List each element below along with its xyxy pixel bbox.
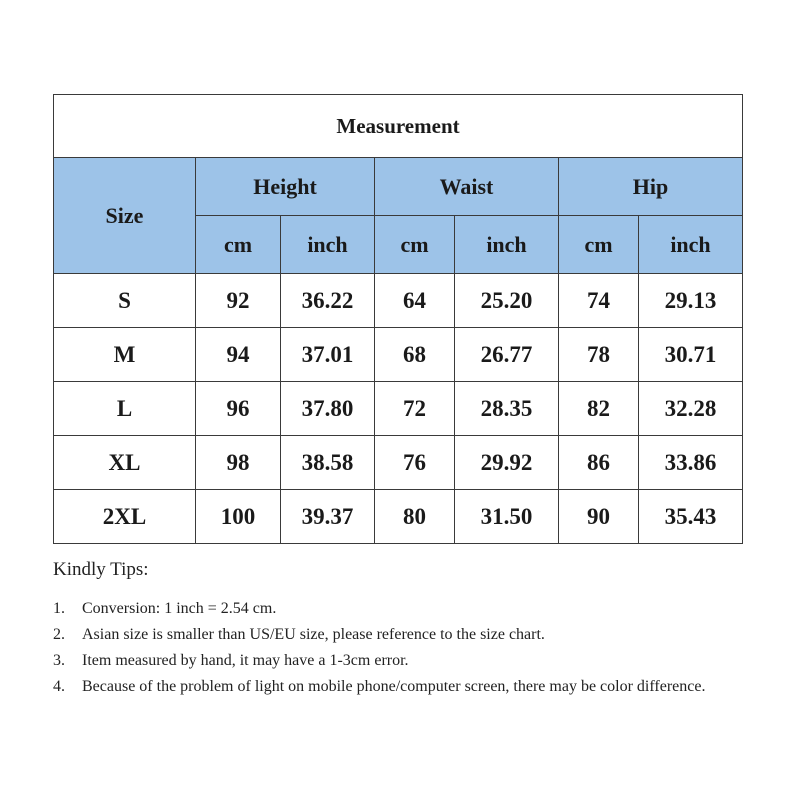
table-cell: 96 [196, 382, 281, 436]
size-cell: S [54, 274, 196, 328]
waist-header: Waist [375, 158, 559, 216]
tips-title: Kindly Tips: [53, 559, 149, 580]
table-cell: 76 [375, 436, 455, 490]
table-cell: 37.01 [281, 328, 375, 382]
tip-text: Because of the problem of light on mobile phone/computer screen, there may be color difference. [82, 678, 706, 695]
table-cell: 80 [375, 490, 455, 544]
tips-list [53, 596, 753, 700]
table-cell: 74 [559, 274, 639, 328]
hip-header: Hip [559, 158, 743, 216]
table-cell: 35.43 [639, 490, 743, 544]
table-cell: 29.92 [455, 436, 559, 490]
table-cell: 33.86 [639, 436, 743, 490]
table-cell: 26.77 [455, 328, 559, 382]
unit-header: cm [375, 216, 455, 274]
list-item [53, 674, 753, 700]
tip-number: 2. [53, 626, 65, 643]
table-row [54, 274, 743, 328]
table-row [54, 490, 743, 544]
list-item [53, 596, 753, 622]
size-cell: XL [54, 436, 196, 490]
table-cell: 32.28 [639, 382, 743, 436]
size-cell: M [54, 328, 196, 382]
size-header: Size [54, 158, 196, 274]
table-cell: 38.58 [281, 436, 375, 490]
table-cell: 68 [375, 328, 455, 382]
table-cell: 72 [375, 382, 455, 436]
table-row [54, 328, 743, 382]
tip-number: 1. [53, 600, 65, 617]
table-cell: 78 [559, 328, 639, 382]
table-cell: 64 [375, 274, 455, 328]
tip-text: Item measured by hand, it may have a 1-3cm error. [82, 652, 409, 669]
group-header-row [54, 158, 743, 216]
height-header: Height [196, 158, 375, 216]
size-chart-table [53, 94, 743, 544]
table-cell: 92 [196, 274, 281, 328]
tip-number: 4. [53, 678, 65, 695]
list-item [53, 648, 753, 674]
unit-header: inch [639, 216, 743, 274]
table-title: Measurement [54, 95, 743, 158]
table-row [54, 436, 743, 490]
table-cell: 30.71 [639, 328, 743, 382]
tip-text: Conversion: 1 inch = 2.54 cm. [82, 600, 277, 617]
table-cell: 29.13 [639, 274, 743, 328]
table-cell: 36.22 [281, 274, 375, 328]
table-cell: 100 [196, 490, 281, 544]
unit-header: cm [196, 216, 281, 274]
table-cell: 98 [196, 436, 281, 490]
table-cell: 25.20 [455, 274, 559, 328]
table-cell: 28.35 [455, 382, 559, 436]
table-cell: 82 [559, 382, 639, 436]
table-cell: 94 [196, 328, 281, 382]
tip-text: Asian size is smaller than US/EU size, please reference to the size chart. [82, 626, 545, 643]
table-cell: 31.50 [455, 490, 559, 544]
table-cell: 37.80 [281, 382, 375, 436]
list-item [53, 622, 753, 648]
size-cell: 2XL [54, 490, 196, 544]
unit-header: inch [281, 216, 375, 274]
title-row [54, 95, 743, 158]
table-cell: 90 [559, 490, 639, 544]
table-row [54, 382, 743, 436]
size-cell: L [54, 382, 196, 436]
table-cell: 86 [559, 436, 639, 490]
kindly-tips [53, 559, 753, 700]
unit-header: cm [559, 216, 639, 274]
tip-number: 3. [53, 652, 65, 669]
table-cell: 39.37 [281, 490, 375, 544]
unit-header: inch [455, 216, 559, 274]
